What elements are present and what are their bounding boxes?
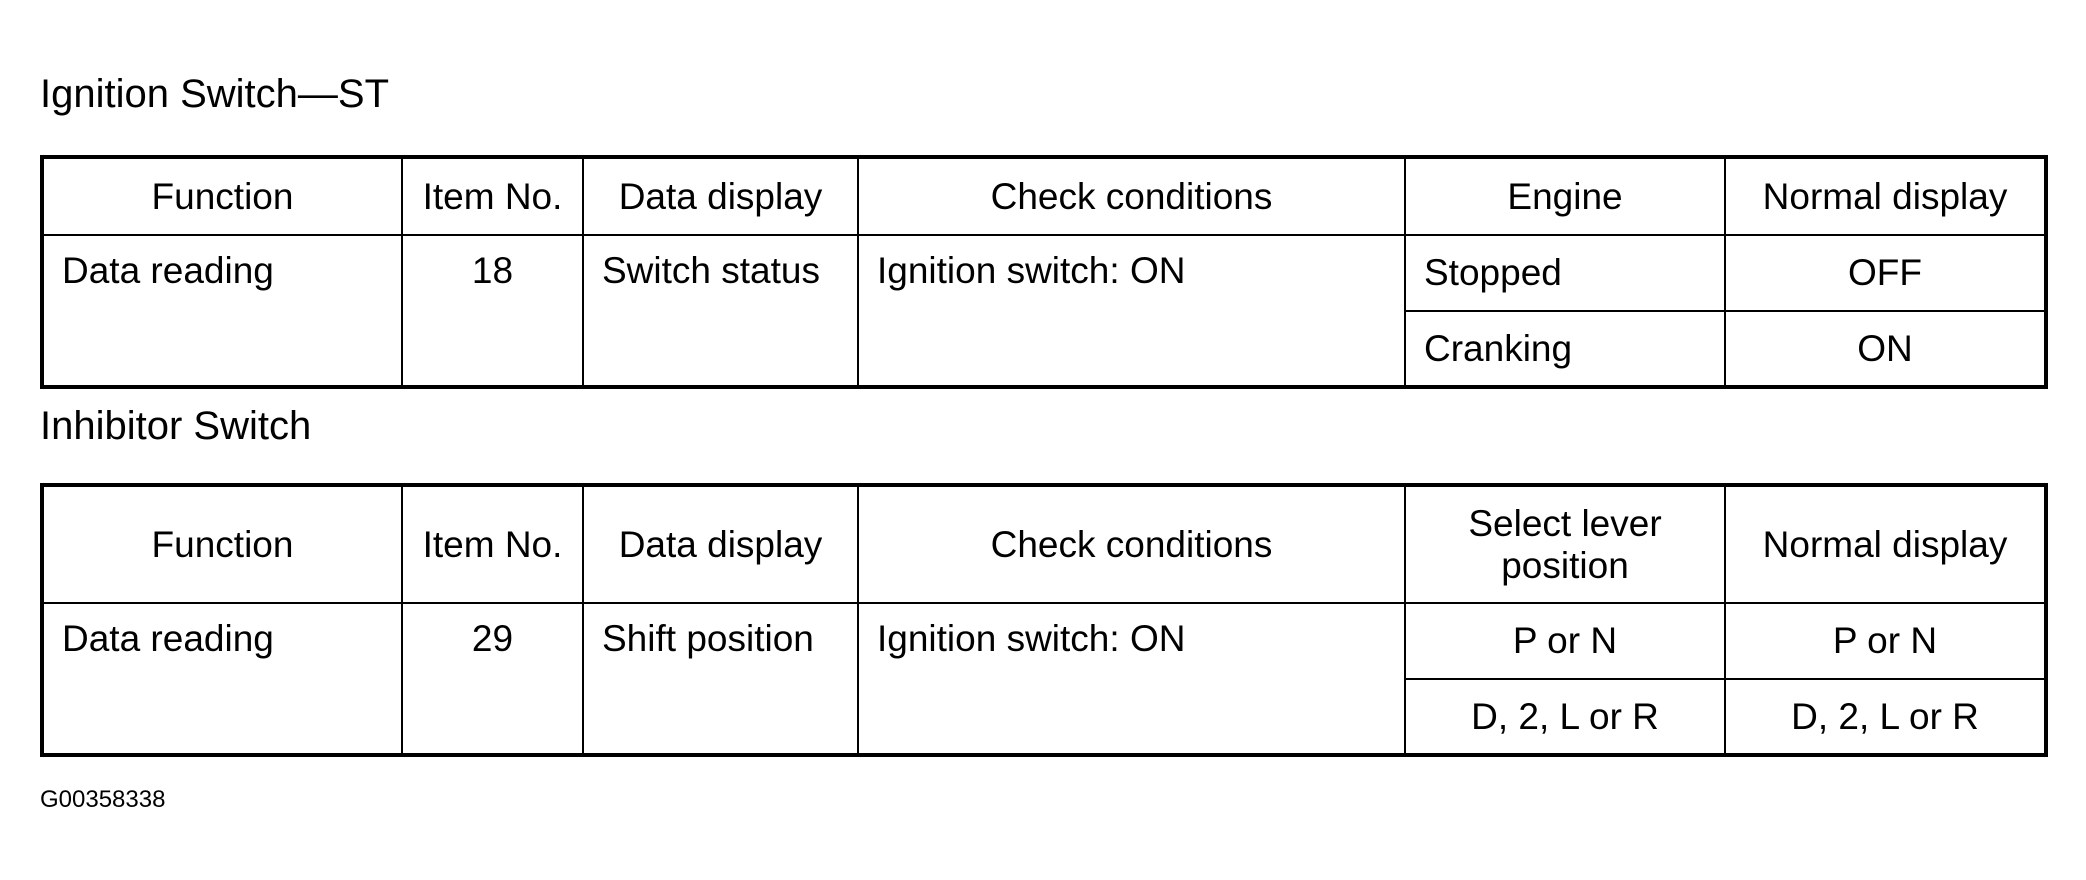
header-function: Function [42,485,402,603]
table-header-row [42,157,2046,235]
table-header-row [42,485,2046,603]
inhibitor-switch-table [40,483,2048,757]
header-engine: Engine [1405,157,1725,235]
header-function: Function [42,157,402,235]
cell-function: Data reading [42,603,402,755]
cell-normal-display-off: OFF [1725,235,2046,311]
cell-lever-p-or-n: P or N [1405,603,1725,679]
table-row [42,235,2046,311]
cell-engine-cranking: Cranking [1405,311,1725,387]
cell-function: Data reading [42,235,402,387]
cell-item-no: 29 [402,603,583,755]
cell-normal-display-d-2-l-or-r: D, 2, L or R [1725,679,2046,755]
cell-check-conditions: Ignition switch: ON [858,603,1405,755]
cell-check-conditions: Ignition switch: ON [858,235,1405,387]
header-item-no: Item No. [402,485,583,603]
header-select-lever-position: Select lever position [1405,485,1725,603]
cell-data-display: Shift position [583,603,858,755]
section-title-inhibitor-switch: Inhibitor Switch [40,404,312,448]
ignition-switch-st-table [40,155,2048,389]
cell-normal-display-on: ON [1725,311,2046,387]
header-normal-display: Normal display [1725,485,2046,603]
header-data-display: Data display [583,485,858,603]
cell-item-no: 18 [402,235,583,387]
figure-code: G00358338 [40,786,166,813]
header-check-conditions: Check conditions [858,157,1405,235]
header-item-no: Item No. [402,157,583,235]
cell-engine-stopped: Stopped [1405,235,1725,311]
table-row [42,603,2046,679]
header-data-display: Data display [583,157,858,235]
cell-normal-display-p-or-n: P or N [1725,603,2046,679]
section-title-ignition-switch-st: Ignition Switch—ST [40,72,390,116]
cell-lever-d-2-l-or-r: D, 2, L or R [1405,679,1725,755]
header-check-conditions: Check conditions [858,485,1405,603]
header-normal-display: Normal display [1725,157,2046,235]
cell-data-display: Switch status [583,235,858,387]
